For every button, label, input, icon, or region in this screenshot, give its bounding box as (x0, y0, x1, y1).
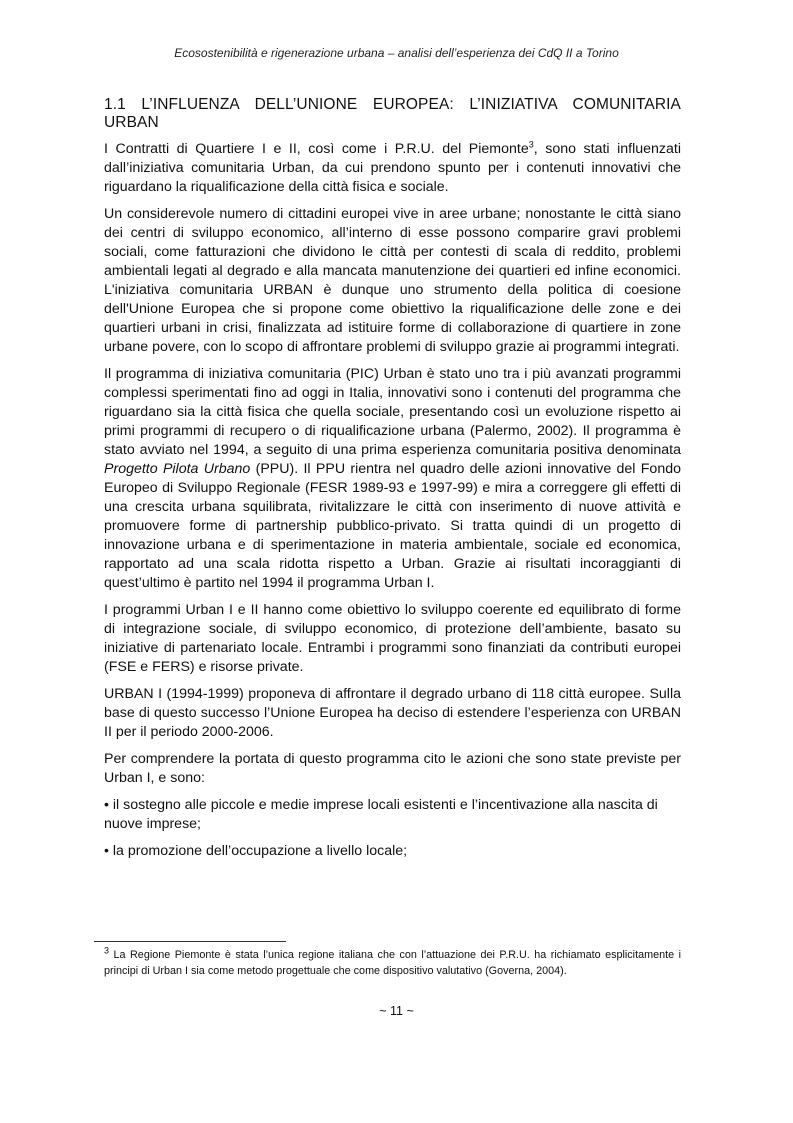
bullet-item: • la promozione dell’occupazione a livello locale; (104, 843, 408, 859)
footnote-reference[interactable]: 3 (528, 139, 534, 150)
paragraph-1-text-cont: , sono stati influenzati dall’iniziativa comunitaria Urban, da cui prendono spunto per i contenuti innovativi che riguardano la riqualificazione della città fisica e sociale. (104, 141, 682, 195)
bullet-item: • il sostegno alle piccole e medie imprese locali esistenti e l’incentivazione alla nascita di nuove imprese; (104, 797, 658, 832)
running-header: Ecosostenibilità e rigenerazione urbana – analisi dell’esperienza dei CdQ II a Torino (174, 46, 619, 60)
footnote (104, 947, 681, 979)
footnote-separator (94, 941, 286, 942)
paragraph-6: Per comprendere la portata di questo programma cito le azioni che sono state previste per Urban I, e sono: (104, 751, 681, 786)
paragraph-3-text-cont: (PPU). Il PPU rientra nel quadro delle azioni innovative del Fondo Europeo di Sviluppo Regionale (FESR 1989-93 e 1997-99) e mira a correggere gli effetti di una crescita urbana squilibrata, rivitalizzare le città con inserimento di nuove attività e promuovere forme di partnership pubblico-privato. Si tratta quindi di un progetto di innovazione urbana e di sperimentazione in materia ambientale, sociale ed economica, rapportato ad una scala ridotta rispetto a Urban. Grazie ai risultati incoraggianti di quest’ultimo è partito nel 1994 il programma Urban I. (104, 461, 681, 591)
page-content (104, 96, 681, 869)
paragraph-5: URBAN I (1994-1999) proponeva di affrontare il degrado urbano di 118 città europee. Sulla base di questo successo l’Unione Europea ha deciso di estendere l’esperienza con URBAN II per il periodo 2000-2006. (104, 686, 681, 740)
paragraph-3 (104, 365, 681, 593)
paragraph-2: Un considerevole numero di cittadini europei vive in aree urbane; nonostante le città siano dei centri di sviluppo economico, all’interno di esse possono comparire gravi problemi sociali, come fatturazioni che dividono le città per contesti di scala di reddito, problemi ambientali legati al degrado e alla mancata manutenzione dei quartieri ed infine economici. L'iniziativa comunitaria URBAN è dunque uno strumento della politica di coesione dell'Unione Europea che si propone come obiettivo la riqualificazione delle zone e dei quartieri urbani in crisi, finalizzata ad istituire forme di collaborazione di quartiere in zone urbane povere, con lo scopo di affrontare problemi di sviluppo grazie ai programmi integrati. (104, 206, 681, 355)
page-number: ~ 11 ~ (379, 1004, 414, 1018)
paragraph-3-text: Il programma di iniziativa comunitaria (PIC) Urban è stato uno tra i più avanzati programmi complessi sperimentati fino ad oggi in Italia, innovativi sono i contenuti del programma che riguardano sia la città fisica che quella sociale, presentando così un evoluzione rispetto ai primi programmi di recupero o di riqualificazione urbana (Palermo, 2002). Il programma è stato avviato nel 1994, a seguito di una prima esperienza comunitaria positiva denominata (104, 366, 681, 458)
paragraph-1 (104, 140, 681, 197)
footnote-mark: 3 (104, 945, 110, 956)
paragraph-3-italic-term: Progetto Pilota Urbano (104, 461, 251, 477)
section-heading: 1.1 L’INFLUENZA DELL’UNIONE EUROPEA: L’INIZIATIVA COMUNITARIA URBAN (104, 96, 681, 131)
paragraph-1-text: I Contratti di Quartiere I e II, così come i P.R.U. del Piemonte (104, 141, 529, 157)
paragraph-4: I programmi Urban I e II hanno come obiettivo lo sviluppo coerente ed equilibrato di forme di integrazione sociale, di sviluppo economico, di protezione dell’ambiente, basato su iniziative di partenariato locale. Entrambi i programmi sono finanziati da contributi europei (FSE e FERS) e risorse private. (104, 602, 681, 675)
footnote-text: La Regione Piemonte è stata l’unica regione italiana che con l’attuazione dei P.R.U. ha richiamato esplicitamente i principi di Urban I sia come metodo progettuale che come dispositivo valutativo (Governa, 2004). (104, 949, 681, 977)
